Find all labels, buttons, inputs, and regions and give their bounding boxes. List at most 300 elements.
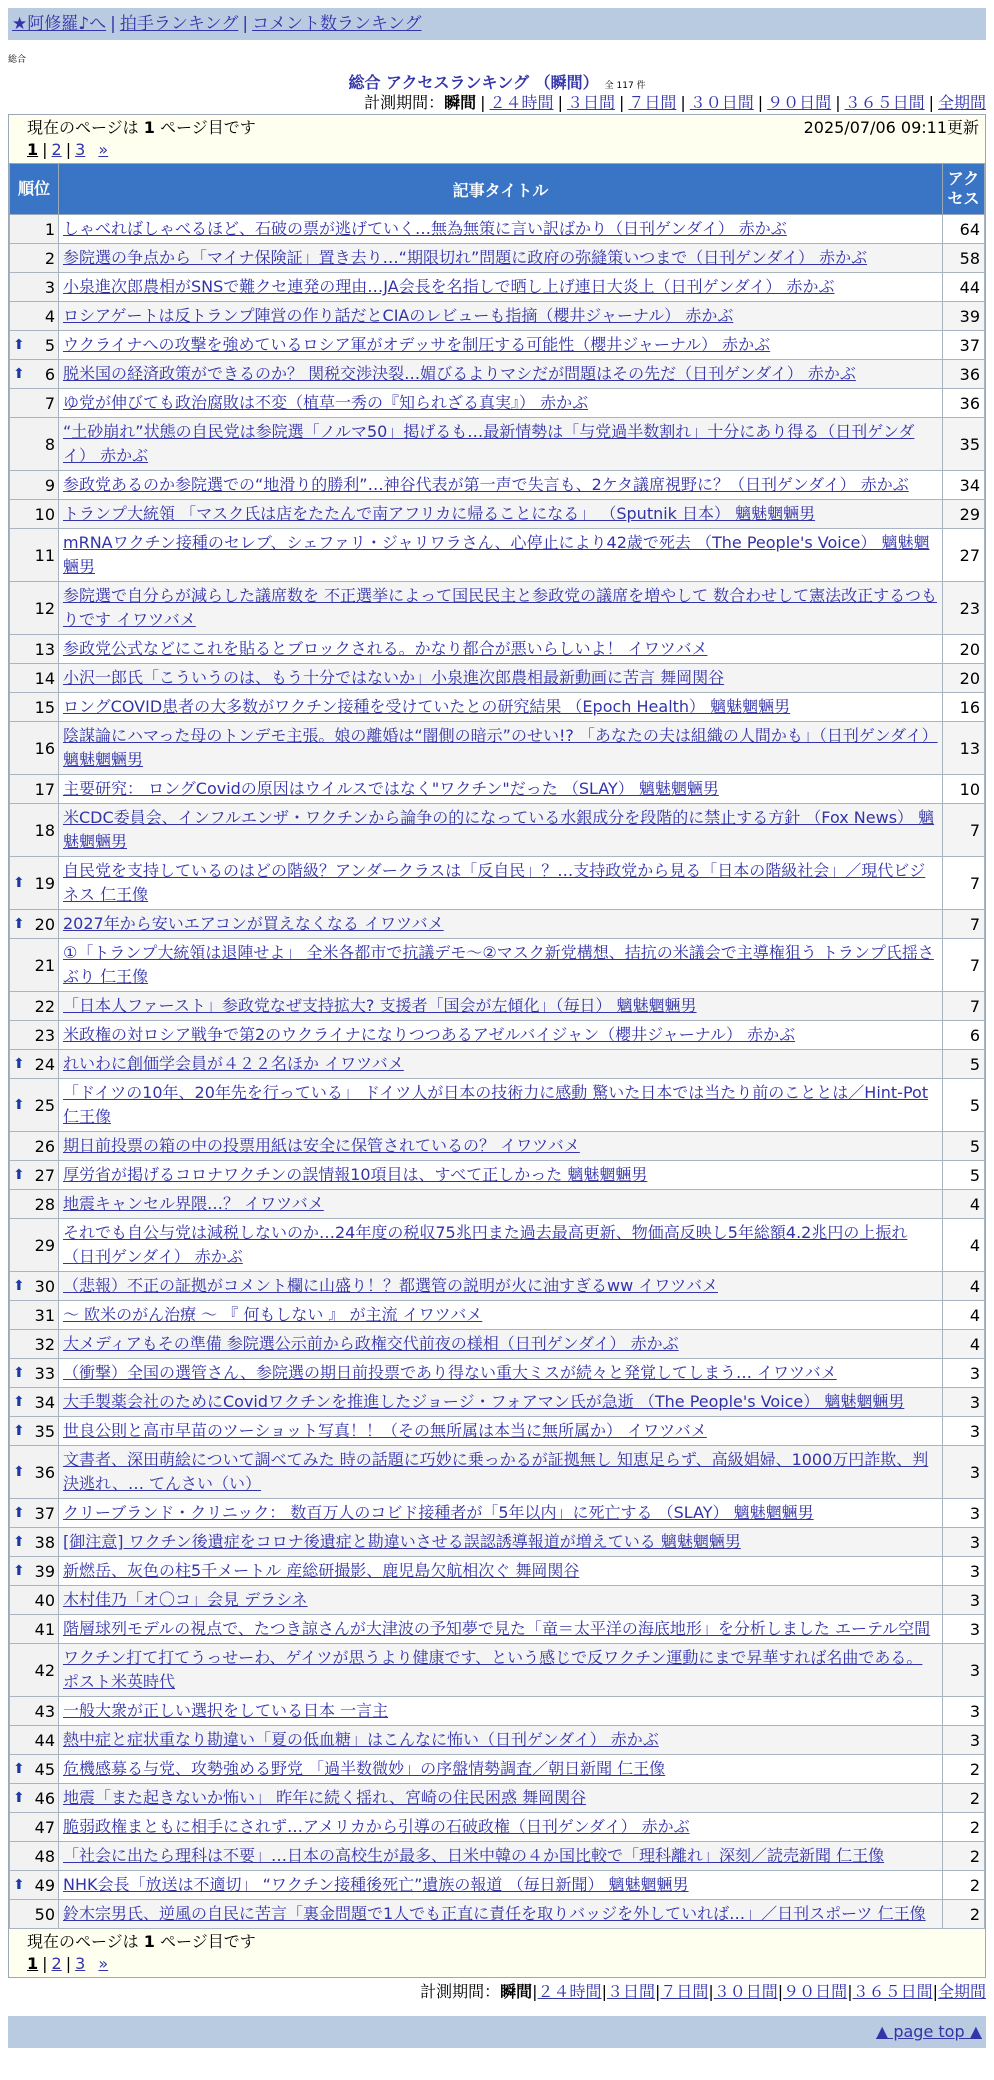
access-count: 3 <box>943 1359 985 1388</box>
table-row <box>10 215 985 244</box>
title-cell <box>59 529 943 582</box>
access-count: 4 <box>943 1272 985 1301</box>
title-cell <box>59 1301 943 1330</box>
pager-top <box>27 139 979 161</box>
title-cell <box>59 1417 943 1446</box>
rank-cell <box>10 418 59 471</box>
rank-number: 43 <box>34 1701 55 1721</box>
up-arrow-icon: ⬆ <box>13 366 25 382</box>
table-row <box>10 360 985 389</box>
article-title-link[interactable]: 階層球列モデルの視点で、たつき諒さんが大津波の予知夢で見た「竜＝太平洋の海底地形」を分析しました エーテル空間 <box>63 1619 931 1638</box>
rank-cell <box>10 1842 59 1871</box>
rank-number: 14 <box>34 668 55 688</box>
period-option-7[interactable]: 全期間 <box>937 1982 986 2001</box>
rank-cell <box>10 1900 59 1929</box>
access-count: 4 <box>943 1190 985 1219</box>
rank-number: 25 <box>34 1095 55 1115</box>
pager-next-link[interactable]: » <box>98 140 109 159</box>
updated-timestamp: 2025/07/06 09:11更新 <box>803 118 979 137</box>
rank-number: 28 <box>34 1194 55 1214</box>
rank-number: 22 <box>34 996 55 1016</box>
title-cell <box>59 664 943 693</box>
table-row <box>10 1359 985 1388</box>
up-arrow-icon: ⬆ <box>13 1877 25 1893</box>
rank-cell <box>10 635 59 664</box>
pager-next-link[interactable]: » <box>98 1954 109 1973</box>
rank-number: 31 <box>34 1305 55 1325</box>
article-title-link[interactable]: 小沢一郎氏「こういうのは、もう十分ではないか」小泉進次郎農相最新動画に苦言 舞岡関谷 <box>63 668 725 687</box>
rank-cell <box>10 582 59 635</box>
access-count: 3 <box>943 1557 985 1586</box>
title-cell <box>59 1784 943 1813</box>
up-arrow-icon: ⬆ <box>13 1761 25 1777</box>
table-row <box>10 244 985 273</box>
article-title-link[interactable]: 厚労省が掲げるコロナワクチンの誤情報10項目は、すべて正しかった 魑魅魍魎男 <box>63 1165 648 1184</box>
article-title-link[interactable]: 陰謀論にハマった母のトンデモ主張。娘の離婚は“闇側の暗示”のせい!? 「あなたの夫は組織の人間かも」（日刊ゲンダイ） 魑魅魍魎男 <box>63 726 938 769</box>
comment-ranking-link[interactable]: コメント数ランキング <box>252 14 422 34</box>
rank-number: 42 <box>34 1660 55 1680</box>
period-option-2[interactable]: ３日間 <box>566 93 615 112</box>
total-count: 全 117 件 <box>604 81 646 91</box>
rank-cell <box>10 939 59 992</box>
table-row <box>10 1079 985 1132</box>
rank-number: 38 <box>34 1532 55 1552</box>
article-title-link[interactable]: 「ドイツの10年、20年先を行っている」 ドイツ人が日本の技術力に感動 驚いた日本では当たり前のこととは／Hint-Pot 仁王像 <box>63 1083 929 1126</box>
table-row <box>10 1644 985 1697</box>
access-count: 10 <box>943 775 985 804</box>
period-separator: | <box>480 93 486 112</box>
article-title-link[interactable]: 期日前投票の箱の中の投票用紙は安全に保管されているの？ イワツバメ <box>63 1136 580 1155</box>
rank-cell <box>10 1499 59 1528</box>
pager-bottom <box>27 1953 979 1975</box>
rank-number: 6 <box>44 364 55 384</box>
title-cell <box>59 1499 943 1528</box>
rank-cell <box>10 804 59 857</box>
article-title-link[interactable]: 一般大衆が正しい選択をしている日本 一言主 <box>63 1701 389 1720</box>
table-row <box>10 1900 985 1929</box>
title-cell <box>59 1446 943 1499</box>
rank-number: 24 <box>34 1054 55 1074</box>
title-cell <box>59 1900 943 1929</box>
rank-cell <box>10 1586 59 1615</box>
rank-number: 12 <box>34 598 55 618</box>
access-count: 64 <box>943 215 985 244</box>
table-row <box>10 1219 985 1272</box>
table-row <box>10 1586 985 1615</box>
period-option-5[interactable]: ９０日間 <box>783 1982 848 2001</box>
table-row <box>10 1330 985 1359</box>
table-row <box>10 331 985 360</box>
title-cell <box>59 360 943 389</box>
access-count: 23 <box>943 582 985 635</box>
rank-cell <box>10 722 59 775</box>
pager-separator: | <box>42 1954 48 1973</box>
rank-number: 29 <box>34 1235 55 1255</box>
article-title-link[interactable]: （悲報）不正の証拠がコメント欄に山盛り！？都選管の説明が火に油すぎるww イワツバメ <box>63 1276 718 1295</box>
rank-cell <box>10 389 59 418</box>
article-title-link[interactable]: 米CDC委員会、インフルエンザ・ワクチンから論争の的になっている水銀成分を段階的に禁止する方針 （Fox News） 魑魅魍魎男 <box>63 808 935 851</box>
pager-current-page: 1 <box>27 140 39 159</box>
article-title-link[interactable]: 米政権の対ロシア戦争で第2のウクライナになりつつあるアゼルバイジャン（櫻井ジャーナル） 赤かぶ <box>63 1025 796 1044</box>
period-selector-top <box>8 92 986 114</box>
article-title-link[interactable]: しゃべればしゃべるほど、石破の票が逃げていく…無為無策に言い訳ばかり（日刊ゲンダイ） 赤かぶ <box>63 219 787 238</box>
pager-separator: | <box>42 140 48 159</box>
rank-cell <box>10 331 59 360</box>
article-title-link[interactable]: 「社会に出たら理科は不要」…日本の高校生が最多、日米中韓の４か国比較で「理科離れ」深刻／読売新聞 仁王像 <box>63 1846 885 1865</box>
access-count: 3 <box>943 1726 985 1755</box>
table-row <box>10 273 985 302</box>
up-arrow-icon: ⬆ <box>13 1423 25 1439</box>
article-title-link[interactable]: 鈴木宗男氏、逆風の自民に苦言「裏金問題で1人でも正直に責任を取りバッジを外していれば…」／日刊スポーツ 仁王像 <box>63 1904 926 1923</box>
up-arrow-icon: ⬆ <box>13 337 25 353</box>
table-row <box>10 1528 985 1557</box>
article-title-link[interactable]: 木村佳乃「オ〇コ」会見 デラシネ <box>63 1590 308 1609</box>
period-separator: | <box>532 1982 538 2001</box>
article-title-link[interactable]: “土砂崩れ”状態の自民党は参院選「ノルマ50」掲げるも…最新情勢は「与党過半数割れ」十分にあり得る（日刊ゲンダイ） 赤かぶ <box>63 422 915 465</box>
period-option-5[interactable]: ９０日間 <box>767 93 832 112</box>
ranking-box <box>8 114 986 1978</box>
nav-separator: | <box>242 14 249 34</box>
rank-cell <box>10 1079 59 1132</box>
rank-number: 46 <box>34 1788 55 1808</box>
rank-number: 19 <box>34 873 55 893</box>
title-cell <box>59 1644 943 1697</box>
table-row <box>10 1388 985 1417</box>
rank-cell <box>10 1021 59 1050</box>
rank-cell <box>10 1132 59 1161</box>
rank-number: 10 <box>34 504 55 524</box>
up-arrow-icon: ⬆ <box>13 1790 25 1806</box>
rank-number: 21 <box>34 955 55 975</box>
title-cell <box>59 418 943 471</box>
article-title-link[interactable]: 主要研究： ロングCovidの原因はウイルスではなく"ワクチン"だった （SLAY） 魑魅魍魎男 <box>63 779 719 798</box>
access-count: 4 <box>943 1301 985 1330</box>
table-row <box>10 1190 985 1219</box>
title-cell <box>59 1190 943 1219</box>
rank-number: 37 <box>34 1503 55 1523</box>
rank-cell <box>10 1813 59 1842</box>
rank-cell <box>10 471 59 500</box>
access-count: 4 <box>943 1219 985 1272</box>
title-cell <box>59 722 943 775</box>
table-row <box>10 1615 985 1644</box>
period-selector-bottom <box>8 1980 986 2004</box>
title-cell <box>59 1050 943 1079</box>
title-cell <box>59 273 943 302</box>
rank-number: 40 <box>34 1590 55 1610</box>
table-row <box>10 1050 985 1079</box>
period-separator: | <box>932 1982 938 2001</box>
article-title-link[interactable]: （衝撃）全国の選管さん、参院選の期日前投票であり得ない重大ミスが続々と発覚してしまう… イワツバメ <box>63 1363 837 1382</box>
rank-number: 4 <box>44 306 55 326</box>
article-title-link[interactable]: 参院選の争点から「マイナ保険証」置き去り…“期限切れ”問題に政府の弥縫策いつまで（日刊ゲンダイ） 赤かぶ <box>63 248 868 267</box>
access-count: 3 <box>943 1644 985 1697</box>
title-cell <box>59 1528 943 1557</box>
nav-separator: | <box>110 14 116 34</box>
article-title-link[interactable]: 大メディアもその準備 参院選公示前から政権交代前夜の様相（日刊ゲンダイ） 赤かぶ <box>63 1334 679 1353</box>
article-title-link[interactable]: ワクチン打て打てうっせーわ、ゲイツが思うより健康です、という感じで反ワクチン運動にまで昇華すれば名曲である。 ポスト米英時代 <box>63 1648 923 1691</box>
title-cell <box>59 1388 943 1417</box>
rank-number: 45 <box>34 1759 55 1779</box>
article-title-link[interactable]: 参政党公式などにこれを貼るとブロックされる。かなり都合が悪いらしいよ！ イワツバメ <box>63 639 708 658</box>
access-count: 3 <box>943 1586 985 1615</box>
access-count: 2 <box>943 1871 985 1900</box>
access-count: 3 <box>943 1499 985 1528</box>
pager-current-page: 1 <box>27 1954 39 1973</box>
table-row <box>10 857 985 910</box>
title-cell <box>59 992 943 1021</box>
table-row <box>10 1871 985 1900</box>
rank-number: 47 <box>34 1817 55 1837</box>
home-link[interactable]: ★阿修羅♪へ <box>12 14 107 34</box>
article-title-link[interactable]: 世良公則と高市早苗のツーショット写真！！（その無所属は本当に無所属か） イワツバメ <box>63 1421 707 1440</box>
access-count: 29 <box>943 500 985 529</box>
title-cell <box>59 910 943 939</box>
article-title-link[interactable]: 地震「また起きないか怖い」 昨年に続く揺れ、宮崎の住民困惑 舞岡関谷 <box>63 1788 587 1807</box>
period-option-6[interactable]: ３６５日間 <box>844 93 925 112</box>
top-navigation-bar <box>8 8 986 40</box>
table-row <box>10 1161 985 1190</box>
article-title-link[interactable]: [御注意] ワクチン後遺症をコロナ後遺症と勘違いさせる誤認誘導報道が増えている 魑魅魍魎男 <box>63 1532 741 1551</box>
up-arrow-icon: ⬆ <box>13 1505 25 1521</box>
table-row <box>10 910 985 939</box>
rank-number: 15 <box>34 697 55 717</box>
table-row <box>10 1557 985 1586</box>
up-arrow-icon: ⬆ <box>13 1056 25 1072</box>
access-count: 3 <box>943 1615 985 1644</box>
title-cell <box>59 693 943 722</box>
rank-cell <box>10 775 59 804</box>
rank-cell <box>10 1697 59 1726</box>
rank-number: 13 <box>34 639 55 659</box>
period-option-3[interactable]: ７日間 <box>628 93 677 112</box>
up-arrow-icon: ⬆ <box>13 1097 25 1113</box>
title-cell <box>59 804 943 857</box>
rank-cell <box>10 1755 59 1784</box>
period-separator: | <box>847 1982 853 2001</box>
title-cell <box>59 302 943 331</box>
rank-number: 41 <box>34 1619 55 1639</box>
up-arrow-icon: ⬆ <box>13 1394 25 1410</box>
rank-number: 39 <box>34 1561 55 1581</box>
rank-column-header: 順位 <box>10 164 59 215</box>
article-title-link[interactable]: ウクライナへの攻撃を強めているロシア軍がオデッサを制圧する可能性（櫻井ジャーナル） 赤かぶ <box>63 335 771 354</box>
access-count: 3 <box>943 1388 985 1417</box>
period-option-1[interactable]: ２４時間 <box>489 93 554 112</box>
period-option-2[interactable]: ３日間 <box>606 1982 655 2001</box>
access-count: 7 <box>943 992 985 1021</box>
pager-page-3[interactable]: 3 <box>75 140 86 159</box>
title-cell <box>59 1359 943 1388</box>
period-option-3[interactable]: ７日間 <box>660 1982 709 2001</box>
title-cell <box>59 1871 943 1900</box>
access-count: 5 <box>943 1132 985 1161</box>
article-title-link[interactable]: 脱米国の経済政策ができるのか？ 関税交渉決裂…媚びるよりマシだが問題はその先だ（日刊ゲンダイ） 赤かぶ <box>63 364 856 383</box>
up-arrow-icon: ⬆ <box>13 1167 25 1183</box>
pager-page-2[interactable]: 2 <box>51 140 62 159</box>
access-count: 7 <box>943 804 985 857</box>
access-count: 20 <box>943 635 985 664</box>
title-cell <box>59 775 943 804</box>
ranking-table-body <box>10 215 985 1929</box>
table-row <box>10 1499 985 1528</box>
table-row <box>10 939 985 992</box>
table-row <box>10 664 985 693</box>
page-title: 総合 アクセスランキング （瞬間） <box>348 73 599 92</box>
rank-number: 18 <box>34 820 55 840</box>
pager-page-3[interactable]: 3 <box>75 1954 86 1973</box>
access-count: 7 <box>943 939 985 992</box>
article-title-link[interactable]: 脆弱政権まともに相手にされず…アメリカから引導の石破政権（日刊ゲンダイ） 赤かぶ <box>63 1817 690 1836</box>
rank-number: 16 <box>34 738 55 758</box>
up-arrow-icon: ⬆ <box>13 1534 25 1550</box>
article-title-link[interactable]: 危機感募る与党、攻勢強める野党 「過半数微妙」の序盤情勢調査／朝日新聞 仁王像 <box>63 1759 666 1778</box>
table-row <box>10 1132 985 1161</box>
pager-page-2[interactable]: 2 <box>51 1954 62 1973</box>
article-title-link[interactable]: 小泉進次郎農相がSNSで難クセ連発の理由…JA会長を名指しで晒し上げ連日大炎上（日刊ゲンダイ） 赤かぶ <box>63 277 835 296</box>
access-count: 2 <box>943 1842 985 1871</box>
article-title-link[interactable]: れいわに創価学会員が４２２名ほか イワツバメ <box>63 1054 404 1073</box>
table-row <box>10 471 985 500</box>
period-option-6[interactable]: ３６５日間 <box>852 1982 933 2001</box>
pager-spacer <box>89 140 94 159</box>
period-separator: | <box>601 1982 607 2001</box>
title-cell <box>59 1726 943 1755</box>
ranking-table <box>9 163 985 1929</box>
article-title-link[interactable]: 「日本人ファースト」参政党なぜ支持拡大? 支援者「国会が左傾化」（毎日） 魑魅魍魎男 <box>63 996 697 1015</box>
rank-number: 8 <box>44 434 55 454</box>
article-title-link[interactable]: 参院選で自分らが減らした議席数を 不正選挙によって国民民主と参政党の議席を増やして 数合わせして憲法改正するつもりです イワツバメ <box>63 586 938 629</box>
article-title-link[interactable]: 熱中症と症状重なり勘違い「夏の低血糖」はこんなに怖い（日刊ゲンダイ） 赤かぶ <box>63 1730 659 1749</box>
title-cell <box>59 857 943 910</box>
rank-cell <box>10 273 59 302</box>
access-count: 35 <box>943 418 985 471</box>
table-row <box>10 1784 985 1813</box>
article-title-link[interactable]: 文書者、深田萌絵について調べてみた 時の話題に巧妙に乗っかるが証拠無し 知恵足らず、高級娼婦、1000万円詐欺、判決逃れ、… てんさい（い） <box>63 1450 929 1493</box>
article-title-link[interactable]: クリーブランド・クリニック： 数百万人のコビド接種者が「5年以内」に死亡する （SLAY） 魑魅魍魎男 <box>63 1503 814 1522</box>
title-cell <box>59 1021 943 1050</box>
rank-number: 17 <box>34 779 55 799</box>
pager-separator: | <box>65 1954 72 1973</box>
title-cell <box>59 244 943 273</box>
up-arrow-icon: ⬆ <box>13 1464 25 1480</box>
rank-cell <box>10 500 59 529</box>
period-label: 計測期間： <box>364 93 445 112</box>
rank-number: 33 <box>34 1363 55 1383</box>
rank-number: 3 <box>44 277 55 297</box>
article-title-link[interactable]: mRNAワクチン接種のセレブ、シェファリ・ジャリワラさん、心停止により42歳で死去 （The People's Voice） 魑魅魍魎男 <box>63 533 930 576</box>
access-count: 36 <box>943 389 985 418</box>
rank-number: 50 <box>34 1904 55 1924</box>
table-row <box>10 1417 985 1446</box>
rank-cell <box>10 1871 59 1900</box>
table-row <box>10 804 985 857</box>
period-separator: | <box>835 93 841 112</box>
up-arrow-icon: ⬆ <box>13 916 25 932</box>
table-row <box>10 1755 985 1784</box>
rank-number: 48 <box>34 1846 55 1866</box>
period-label: 計測期間： <box>420 1982 501 2001</box>
access-count: 7 <box>943 910 985 939</box>
period-option-1[interactable]: ２４時間 <box>537 1982 602 2001</box>
rank-cell <box>10 302 59 331</box>
footer-bar <box>8 2016 986 2048</box>
rank-number: 26 <box>34 1136 55 1156</box>
table-row <box>10 693 985 722</box>
rank-cell <box>10 529 59 582</box>
period-separator: | <box>557 93 563 112</box>
article-title-link[interactable]: ロシアゲートは反トランプ陣営の作り話だとCIAのレビューも指摘（櫻井ジャーナル） 赤かぶ <box>63 306 734 325</box>
article-title-link[interactable]: 地震キャンセル界隈…？ イワツバメ <box>63 1194 324 1213</box>
rank-number: 20 <box>34 914 55 934</box>
up-arrow-icon: ⬆ <box>13 1365 25 1381</box>
period-option-4[interactable]: ３０日間 <box>689 93 754 112</box>
article-title-link[interactable]: ①「トランプ大統領は退陣せよ」 全米各都市で抗議デモ～②マスク新党構想、拮抗の米議会で主導権狙う トランプ氏揺さぶり 仁王像 <box>63 943 934 986</box>
rank-cell <box>10 1050 59 1079</box>
period-option-7[interactable]: 全期間 <box>937 93 986 112</box>
period-separator: | <box>618 93 625 112</box>
access-count: 27 <box>943 529 985 582</box>
pager-spacer <box>89 1954 94 1973</box>
access-count: 5 <box>943 1050 985 1079</box>
rank-number: 7 <box>44 393 55 413</box>
article-title-link[interactable]: ～ 欧米のがん治療 ～ 『 何もしない 』 が主流 イワツバメ <box>63 1305 483 1324</box>
rank-cell <box>10 1219 59 1272</box>
article-title-link[interactable]: 自民党を支持しているのはどの階級？アンダークラスは「反自民」？…支持政党から見る「日本の階級社会」／現代ビジネス 仁王像 <box>63 861 926 904</box>
article-title-link[interactable]: トランプ大統領 「マスク氏は店をたたんで南アフリカに帰ることになる」 （Sputnik 日本） 魑魅魍魎男 <box>63 504 816 523</box>
article-title-link[interactable]: ロングCOVID患者の大多数がワクチン接種を受けていたとの研究結果 （Epoch Health） 魑魅魍魎男 <box>63 697 791 716</box>
article-title-link[interactable]: 2027年から安いエアコンが買えなくなる イワツバメ <box>63 914 444 933</box>
rank-cell <box>10 992 59 1021</box>
title-cell <box>59 635 943 664</box>
article-title-link[interactable]: ゆ党が伸びても政治腐敗は不変（植草一秀の『知られざる真実』） 赤かぶ <box>63 393 589 412</box>
article-title-link[interactable]: それでも自公与党は減税しないのか…24年度の税収75兆円また過去最高更新、物価高反映し5年総額4.2兆円の上振れ（日刊ゲンダイ） 赤かぶ <box>63 1223 908 1266</box>
article-title-link[interactable]: 大手製薬会社のためにCovidワクチンを推進したジョージ・フォアマン氏が急逝 （The People's Voice） 魑魅魍魎男 <box>63 1392 905 1411</box>
access-count: 5 <box>943 1079 985 1132</box>
period-separator: | <box>708 1982 714 2001</box>
article-title-link[interactable]: NHK会長「放送は不適切」 “ワクチン接種後死亡”遺族の報道 （毎日新聞） 魑魅魍魎男 <box>63 1875 689 1894</box>
article-title-link[interactable]: 参政党あるのか参院選での“地滑り的勝利”…神谷代表が第一声で失言も、2ケタ議席視野に？（日刊ゲンダイ） 赤かぶ <box>63 475 909 494</box>
article-title-link[interactable]: 新燃岳、灰色の柱5千メートル 産総研撮影、鹿児島欠航相次ぐ 舞岡関谷 <box>63 1561 580 1580</box>
rank-cell <box>10 1330 59 1359</box>
title-cell <box>59 1615 943 1644</box>
access-count: 6 <box>943 1021 985 1050</box>
period-option-4[interactable]: ３０日間 <box>713 1982 778 2001</box>
access-count: 2 <box>943 1813 985 1842</box>
access-count: 3 <box>943 1446 985 1499</box>
rank-cell <box>10 693 59 722</box>
rank-cell <box>10 1446 59 1499</box>
rank-cell <box>10 1190 59 1219</box>
rank-number: 44 <box>34 1730 55 1750</box>
access-count: 3 <box>943 1697 985 1726</box>
access-count: 34 <box>943 471 985 500</box>
table-row <box>10 722 985 775</box>
period-separator: | <box>928 93 934 112</box>
title-cell <box>59 1079 943 1132</box>
rank-cell <box>10 1417 59 1446</box>
title-cell <box>59 471 943 500</box>
table-row <box>10 775 985 804</box>
access-count: 13 <box>943 722 985 775</box>
rank-number: 1 <box>44 219 55 239</box>
rank-number: 2 <box>44 248 55 268</box>
table-row <box>10 389 985 418</box>
page-top-link[interactable]: ▲ page top ▲ <box>875 2022 982 2041</box>
clap-ranking-link[interactable]: 拍手ランキング <box>119 14 239 34</box>
rank-cell <box>10 1359 59 1388</box>
rank-number: 5 <box>44 335 55 355</box>
